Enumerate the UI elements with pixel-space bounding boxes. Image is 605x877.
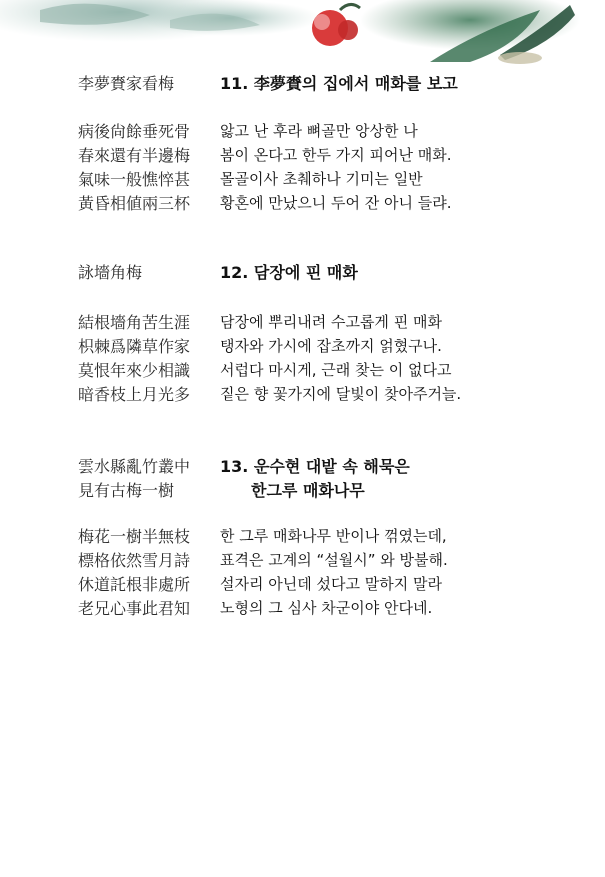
verse-korean: 한 그루 매화나무 반이나 꺾였는데, — [220, 527, 447, 545]
verse-korean: 봄이 온다고 한두 가지 피어난 매화. — [220, 146, 452, 164]
poem-title-hanja: 見有古梅一樹 — [78, 481, 175, 500]
verse-korean: 표격은 고계의 “설월시” 와 방불해. — [220, 551, 448, 569]
verse-korean: 황혼에 만났으니 두어 잔 아니 들랴. — [220, 194, 452, 212]
verse-hanja: 氣味一般憔悴甚 — [78, 170, 191, 189]
verse-korean: 담장에 뿌리내려 수고롭게 핀 매화 — [220, 313, 442, 331]
poem-title-korean: 12. 담장에 핀 매화 — [220, 263, 358, 282]
verse-korean: 앓고 난 후라 뼈골만 앙상한 나 — [220, 122, 418, 140]
poem-title-korean: 한그루 매화나무 — [251, 481, 365, 500]
verse-hanja: 結根墻角苦生涯 — [78, 313, 191, 332]
verse-korean: 서럽다 마시게, 근래 찾는 이 없다고 — [220, 361, 452, 379]
verse-hanja: 標格依然雪月詩 — [78, 551, 191, 570]
bark-shape — [498, 52, 542, 64]
plum-stem — [340, 4, 360, 10]
verse-hanja: 暗香枝上月光多 — [78, 385, 191, 404]
poem-title-korean: 13. 운수현 대밭 속 해묵은 — [220, 457, 410, 476]
verse-korean: 짙은 향 꽃가지에 달빛이 찾아주거늘. — [220, 385, 462, 403]
verse-korean: 몰골이사 초췌하나 기미는 일반 — [220, 170, 423, 188]
verse-korean: 탱자와 가시에 잡초까지 얽혔구나. — [220, 337, 442, 355]
verse-hanja: 梅花一樹半無枝 — [78, 527, 191, 546]
verse-korean: 노형의 그 심사 차군이야 안다네. — [220, 599, 433, 617]
plum-highlight — [314, 14, 330, 30]
poem-title-hanja: 李夢賚家看梅 — [78, 74, 175, 93]
poem-title-hanja: 雲水縣亂竹叢中 — [78, 457, 191, 476]
verse-hanja: 休道託根非處所 — [78, 575, 191, 594]
verse-hanja: 枳棘爲隣草作家 — [78, 337, 191, 356]
ink-wash-banner — [0, 0, 605, 70]
verse-hanja: 病後尙餘垂死骨 — [78, 122, 191, 141]
verse-korean: 설자리 아닌데 섰다고 말하지 말라 — [220, 575, 442, 593]
verse-hanja: 春來還有半邊梅 — [78, 146, 191, 165]
verse-hanja: 莫恨年來少相識 — [78, 361, 191, 380]
verse-hanja: 黃昏相値兩三杯 — [78, 194, 191, 213]
poem-title-korean: 11. 李夢賚의 집에서 매화를 보고 — [220, 74, 458, 93]
plum-bud — [338, 20, 358, 40]
poem-title-hanja: 詠墻角梅 — [78, 263, 143, 282]
verse-hanja: 老兄心事此君知 — [78, 599, 191, 618]
